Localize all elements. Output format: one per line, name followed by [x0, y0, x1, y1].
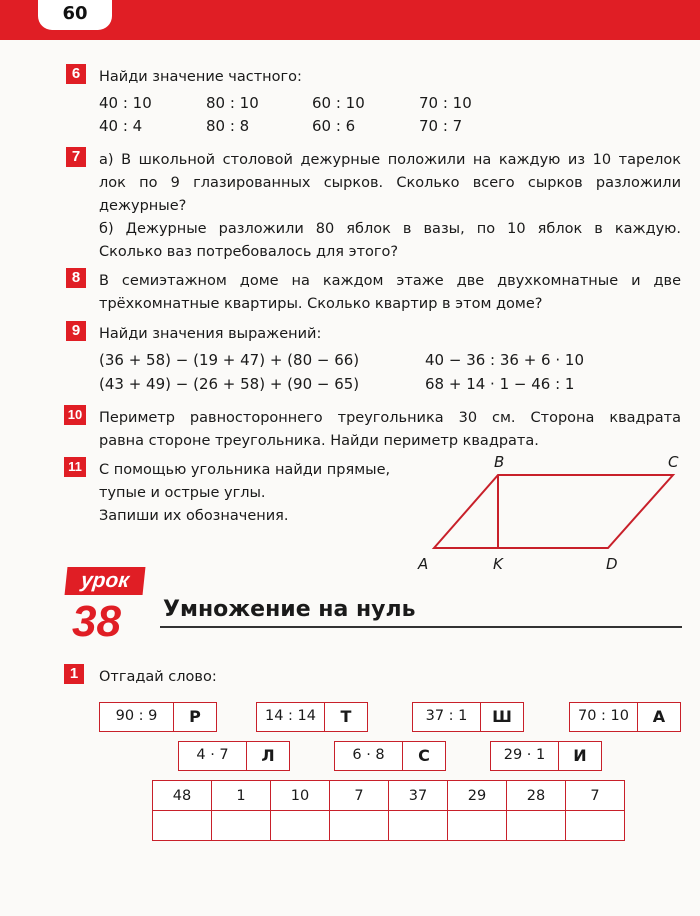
letter-card	[569, 702, 681, 732]
card-expression: 29 · 1	[491, 742, 559, 770]
task-8-number: 8	[66, 268, 86, 288]
answer-value: 48	[153, 781, 212, 811]
letter-card	[256, 702, 368, 732]
task-11-line: тупые и острые углы.	[99, 485, 266, 501]
label-b: B	[494, 453, 505, 471]
parallelogram-figure	[410, 448, 690, 578]
card-expression: 70 : 10	[570, 703, 638, 731]
lesson-number: 38	[72, 597, 121, 646]
task-7-line: а) В школьной столовой дежурные положили на каждую из 10 тарелок	[99, 152, 681, 168]
answer-value: 37	[389, 781, 448, 811]
task-6-expr: 70 : 7	[419, 117, 463, 135]
task-9-expr: 40 − 36 : 36 + 6 · 10	[425, 351, 584, 369]
answer-letter-cell[interactable]	[153, 811, 212, 841]
answer-values-row	[153, 781, 625, 811]
task-9-prompt: Найди значения выражений:	[99, 326, 322, 342]
answer-value: 7	[330, 781, 389, 811]
card-letter: Ш	[492, 707, 512, 726]
letter-card	[99, 702, 217, 732]
task-9-expr: (36 + 58) − (19 + 47) + (80 − 66)	[99, 351, 360, 369]
card-expression: 14 : 14	[257, 703, 325, 731]
card-letter: Т	[340, 707, 352, 726]
parallelogram-abcd	[434, 475, 673, 548]
lesson-tag: урок	[65, 567, 146, 595]
task-7-line: Сколько ваз потребовалось для этого?	[99, 244, 399, 260]
letter-card	[178, 741, 290, 771]
task-6-expr: 80 : 8	[206, 117, 250, 135]
lesson-title: Умножение на нуль	[163, 597, 416, 622]
answer-letter-cell[interactable]	[448, 811, 507, 841]
task-11-line: Запиши их обозначения.	[99, 508, 289, 524]
task-10-line: равна стороне треугольника. Найди периметр квадрата.	[99, 433, 539, 449]
label-a: A	[418, 555, 429, 573]
answer-letter-cell[interactable]	[330, 811, 389, 841]
card-expression: 37 : 1	[413, 703, 481, 731]
letter-card	[490, 741, 602, 771]
task-8-line: В семиэтажном доме на каждом этаже две двухкомнатные и две	[99, 273, 681, 289]
task-6-prompt: Найди значение частного:	[99, 69, 302, 85]
answer-letters-row	[153, 811, 625, 841]
label-d: D	[606, 555, 618, 573]
card-expression: 4 · 7	[179, 742, 247, 770]
answer-value: 1	[212, 781, 271, 811]
card-letter: Р	[189, 707, 201, 726]
answer-letter-cell[interactable]	[212, 811, 271, 841]
answer-letter-cell[interactable]	[566, 811, 625, 841]
task-6-expr: 40 : 4	[99, 117, 143, 135]
answer-value: 29	[448, 781, 507, 811]
task-9-expr: 68 + 14 · 1 − 46 : 1	[425, 375, 575, 393]
lesson-task-1-number: 1	[64, 664, 84, 684]
task-9-number: 9	[66, 321, 86, 341]
card-letter: С	[418, 746, 430, 765]
card-expression: 90 : 9	[100, 703, 174, 731]
task-8-line: трёхкомнатные квартиры. Сколько квартир в этом доме?	[99, 296, 543, 312]
task-10-number: 10	[64, 405, 86, 425]
task-6-expr: 40 : 10	[99, 94, 152, 112]
task-11-number: 11	[64, 457, 86, 477]
label-c: C	[668, 453, 679, 471]
task-11-line: С помощью угольника найди прямые,	[99, 462, 391, 478]
answer-letter-cell[interactable]	[389, 811, 448, 841]
letter-card	[412, 702, 524, 732]
task-7-number: 7	[66, 147, 86, 167]
answer-value: 10	[271, 781, 330, 811]
title-underline	[160, 626, 682, 628]
answer-letter-cell[interactable]	[507, 811, 566, 841]
lesson-task-1-prompt: Отгадай слово:	[99, 669, 217, 685]
answer-value: 28	[507, 781, 566, 811]
task-7-line: лок по 9 глазированных сырков. Сколько всего сырков разложили	[99, 175, 681, 191]
task-6-number: 6	[66, 64, 86, 84]
answer-table	[152, 780, 625, 841]
letter-card	[334, 741, 446, 771]
task-7-line: б) Дежурные разложили 80 яблок в вазы, по 10 яблок в каждую.	[99, 221, 681, 237]
task-6-expr: 60 : 10	[312, 94, 365, 112]
card-letter: И	[573, 746, 587, 765]
card-expression: 6 · 8	[335, 742, 403, 770]
task-6-expr: 80 : 10	[206, 94, 259, 112]
task-9-expr: (43 + 49) − (26 + 58) + (90 − 65)	[99, 375, 360, 393]
task-6-expr: 70 : 10	[419, 94, 472, 112]
card-letter: Л	[261, 746, 275, 765]
card-letter: А	[652, 707, 666, 726]
task-6-expr: 60 : 6	[312, 117, 356, 135]
task-7-line: дежурные?	[99, 198, 187, 214]
answer-value: 7	[566, 781, 625, 811]
task-10-line: Периметр равностороннего треугольника 30 см. Сторона квадрата	[99, 410, 681, 426]
page-number: 60	[38, 0, 112, 30]
label-k: K	[493, 555, 503, 573]
answer-letter-cell[interactable]	[271, 811, 330, 841]
